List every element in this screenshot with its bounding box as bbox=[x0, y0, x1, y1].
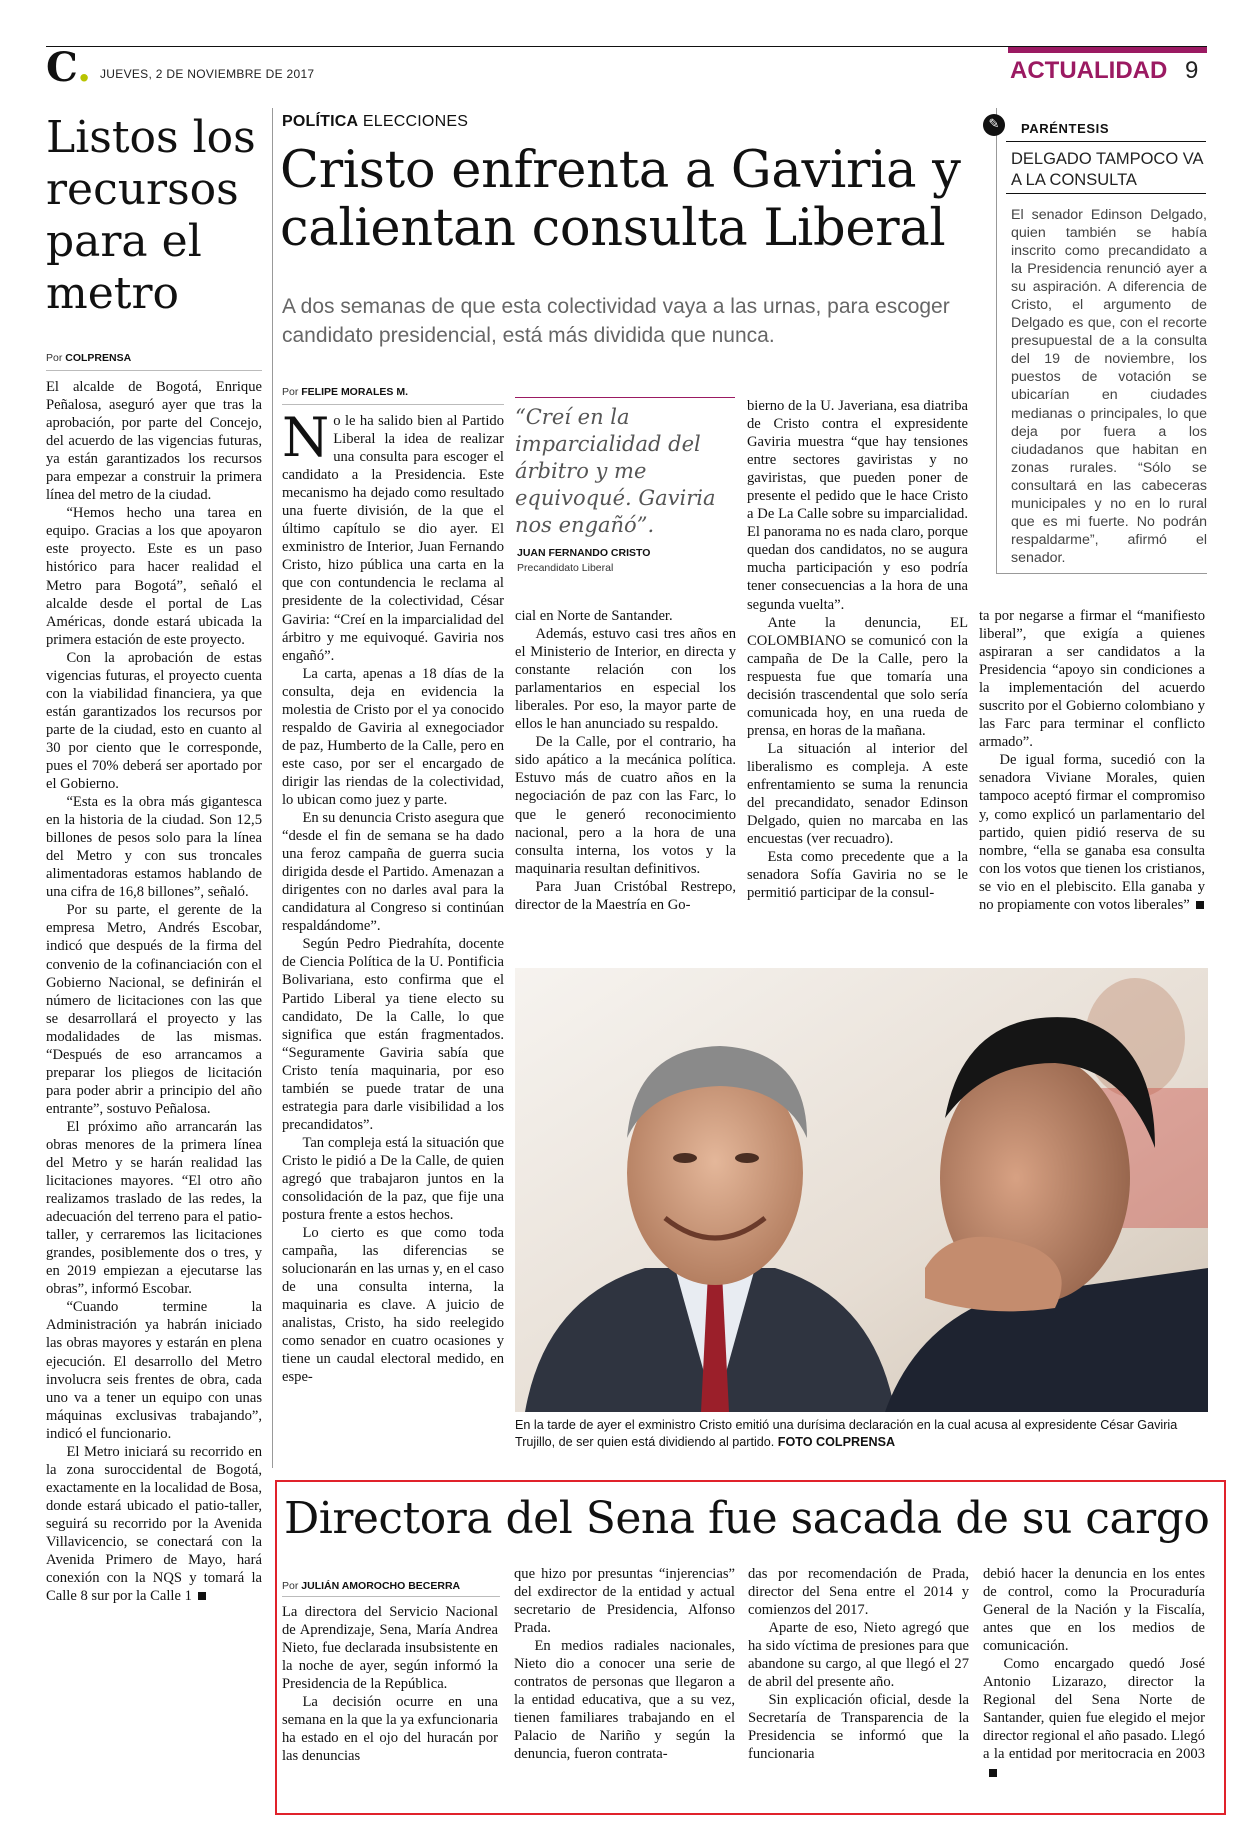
metro-byline: Por COLPRENSA bbox=[46, 352, 132, 364]
paragraph: Sin explicación oficial, desde la Secretaría de Transparencia de la Presidencia se informó que la funcionaria bbox=[748, 1692, 969, 1763]
issue-date: JUEVES, 2 DE NOVIEMBRE DE 2017 bbox=[100, 67, 315, 81]
paragraph: Como encargado quedó José Antonio Lizarazo, director la Regional del Sena Norte de Santander, quien fue elegido el mejor director regional el año pasado. Llegó a la entidad por meritocracia en 2003 bbox=[983, 1655, 1205, 1781]
paragraph: bierno de la U. Javeriana, esa diatriba de Cristo contra el expresidente Gaviria muestra “que hay tensiones entre sectores gaviristas y no gaviristas, que pueden poner de presente el pedido que le hace Cristo a De La Calle sobre su imparcialidad. El panorama no es nada claro, porque quedan dos candidatos, no se augura mucha participación y eso podría tener consecuencias a la hora de una segunda vuelta”. bbox=[747, 398, 968, 613]
paragraph: Esta como precedente que a la senadora Sofía Gaviria no se le permitió participar de la consul- bbox=[747, 849, 968, 902]
paragraph: ta por negarse a firmar el “manifiesto liberal”, que exigía a quienes aspiraran a ser candidatos a la Presidencia “apoyo sin condiciones a la implementación del acuerdo suscrito por el Gobierno colombiano y las Farc para terminar el conflicto armado”. bbox=[979, 608, 1205, 751]
sidebar-rule bbox=[1006, 193, 1206, 194]
paragraph: “Esta es la obra más gigantesca en la historia de la ciudad. Son 12,5 billones de pesos solo para la línea del Metro y con sus troncales alimentadoras estamos hablando de una cifra de 16,8 billones”, señaló. bbox=[46, 794, 262, 901]
paragraph: Lo cierto es que como toda campaña, las diferencias se solucionarán en las urnas y, en el caso de una consulta interna, la maquinaria es clave. A juicio de analistas, Cristo, ha sido reelegido como senador en cuatro ocasiones y tiene un caudal electoral medido, en espe- bbox=[282, 1225, 504, 1386]
sidebar-label: PARÉNTESIS bbox=[1021, 121, 1110, 136]
section-bar bbox=[1008, 47, 1207, 53]
byline-rule bbox=[46, 370, 262, 371]
story-kicker: POLÍTICA ELECCIONES bbox=[282, 113, 469, 130]
paragraph: Tan compleja está la situación que Cristo le pidió a De la Calle, de quien agregó que trabajaron juntos en la consolidación de la paz, que fije una postura frente a estos hechos. bbox=[282, 1134, 504, 1224]
paragraph: De igual forma, sucedió con la senadora Viviane Morales, quien tampoco aceptó firmar el compromiso y, como explicó un parlamentario del partido, quien pidió reserva de su nombre, “ella se ganaba esa consulta con los votos que tienen los cristianos, se vio en el plebiscito. Ella ganaba y no propiamente con votos liberales” bbox=[979, 752, 1205, 913]
sidebar-bottom-rule bbox=[996, 573, 1207, 574]
end-mark bbox=[1196, 901, 1204, 909]
sena-column-2 bbox=[514, 1565, 735, 1809]
lead-paragraph: No le ha salido bien al Partido Liberal la idea de realizar una consulta para escoger el candidato a la Presidencia. Este mecanismo ha dejado como resultado una fuerte división, de la que el último capítulo se dio ayer. El exministro de Interior, Juan Fernando Cristo, hizo pública una carta en la que con contundencia le reclama al presidente de la colectividad, César Gaviria: “Creí en la imparcialidad del árbitro y me equivoqué. Gaviria nos engañó”. bbox=[282, 412, 504, 664]
main-headline: Cristo enfrenta a Gaviria y calientan consulta Liberal bbox=[280, 141, 961, 258]
sena-column-3 bbox=[748, 1565, 969, 1809]
pen-icon: ✎ bbox=[983, 114, 1005, 136]
photo-caption: En la tarde de ayer el exministro Cristo emitió una durísima declaración en la cual acusa al expresidente César Gaviria Trujillo, de ser quien está dividiendo al partido. FOTO COLPRENSA bbox=[515, 1418, 1178, 1449]
paragraph: Por su parte, el gerente de la empresa Metro, Andrés Escobar, indicó que después de la firma del convenio de la cofinanciación con el Gobierno Nacional, se definirán el número de licitaciones con las que se desarrollará el proyecto y las modalidades de las mismas. “Después de eso arrancamos a preparar los pliegos de licitación para poder abrir a principio del año entrante”, sostuvo Peñalosa. bbox=[46, 902, 262, 1117]
sidebar-divider bbox=[996, 108, 997, 573]
paragraph: De la Calle, por el contrario, ha sido apático a la mecánica política. Estuvo más de cuatro años en la negociación de paz con las Farc, lo que le generó reconocimiento nacional, pero a la hora de una consulta interna, los votos y la maquinaria resultan definitivos. bbox=[515, 734, 736, 877]
main-column-4 bbox=[979, 607, 1205, 967]
pull-quote-author: JUAN FERNANDO CRISTO bbox=[517, 547, 651, 559]
sidebar-body: El senador Edinson Delgado, quien también se había inscrito como precandidato a la Presidencia renunció ayer a su aspiración. A diferencia de Cristo, el argumento de Delgado es que, con el recorte presupuestal de a la consulta del 19 de noviembre, los puestos de votación se ubicarían en ciudades medianas o principales, lo que deja por fuera a los ciudadanos que habitan en zonas rurales. “Sólo se consultará en las cabeceras municipales y no en lo rural que es mi fuerte. No podrán respaldarme”, afirmó el senador. bbox=[1011, 207, 1207, 566]
news-photo bbox=[515, 968, 1208, 1412]
newspaper-logo: C. bbox=[46, 44, 92, 91]
paragraph: La decisión ocurre en una semana en la que la ya exfuncionaria ha estado en el ojo del huracán por las denuncias bbox=[282, 1694, 498, 1765]
paragraph: Aparte de eso, Nieto agregó que ha sido víctima de presiones para que abandone su cargo, al que llegó el 27 de abril del presente año. bbox=[748, 1620, 969, 1691]
sena-column-4 bbox=[983, 1565, 1205, 1809]
main-byline: Por FELIPE MORALES M. bbox=[282, 386, 409, 398]
paragraph: El Metro iniciará su recorrido en la zona suroccidental de Bogotá, exactamente en la localidad de Bosa, donde estará ubicado el patio-taller, seguirá su recorrido por la Avenida Villavicencio, se conectará con la Avenida Primero de Mayo, hará conexión con la NQS y tomará la Calle 8 sur por la Calle 1 bbox=[46, 1443, 262, 1605]
paragraph: La carta, apenas a 18 días de la consulta, deja en evidencia la molestia de Cristo por el ya conocido respaldo de Gaviria al exnegociador de paz, Humberto de la Calle, pero en este caso, por ser el encargado de dirigir las riendas de la colectividad, lo ubican como juez y parte. bbox=[282, 665, 504, 808]
paragraph: “Hemos hecho una tarea en equipo. Gracias a los que apoyaron este proyecto. Este es un paso histórico para hacer realidad el Metro para Bogotá”, señaló el alcalde desde el portal de Las Américas, donde estará ubicada la primera estación de este proyecto. bbox=[46, 505, 262, 648]
main-column-3 bbox=[747, 397, 968, 967]
paragraph: El alcalde de Bogotá, Enrique Peñalosa, aseguró ayer que tras la aprobación, por parte del Concejo, del acuerdo de las vigencias futuras, ya están garantizados los recursos para empezar a construir la primera línea del metro de la ciudad. bbox=[46, 379, 262, 504]
pull-quote: “Creí en la imparcialidad del árbitro y me equivoqué. Gaviria nos engañó”. bbox=[515, 405, 716, 537]
byline-rule bbox=[282, 404, 504, 405]
page-number: 9 bbox=[1185, 57, 1199, 84]
section-name: ACTUALIDAD bbox=[1010, 57, 1168, 84]
photo-credit: FOTO COLPRENSA bbox=[777, 1435, 896, 1449]
column-divider bbox=[272, 108, 273, 1468]
pull-quote-role: Precandidato Liberal bbox=[517, 562, 614, 574]
paragraph: La situación al interior del liberalismo es compleja. A este enfrentamiento se suma la renuncia del precandidato, senador Edinson Delgado, quien no marcaba en las encuestas (ver recuadro). bbox=[747, 740, 968, 848]
metro-body bbox=[46, 378, 262, 1773]
pull-quote-rule bbox=[515, 397, 735, 398]
drop-cap: N bbox=[282, 412, 330, 469]
sidebar-rule bbox=[1006, 141, 1206, 142]
main-deck: A dos semanas de que esta colectividad vaya a las urnas, para escoger candidato presidencial, está más dividida que nunca. bbox=[282, 295, 950, 347]
paragraph: Para Juan Cristóbal Restrepo, director de la Maestría en Go- bbox=[515, 878, 736, 913]
end-mark bbox=[198, 1592, 206, 1600]
paragraph: En su denuncia Cristo asegura que “desde el fin de semana se ha dado una feroz campaña de guerra sucia dirigida desde el Partido. Amenazan a dirigentes con no darles aval para la candidatura al Congreso si continúan respaldándome”. bbox=[282, 810, 504, 935]
paragraph: cial en Norte de Santander. bbox=[515, 608, 673, 624]
main-column-1 bbox=[282, 412, 504, 1444]
paragraph: Con la aprobación de estas vigencias futuras, el proyecto cuenta con la viabilidad financiera, ya que están garantizados los recursos por parte de la ciudad, esto en cuanto al 30 por ciento que le corresponde, pues el 70% deberá ser aportado por el Gobierno. bbox=[46, 649, 262, 793]
paragraph: que hizo por presuntas “injerencias” del exdirector de la entidad y actual secretario de Presidencia, Alfonso Prada. bbox=[514, 1566, 735, 1637]
sena-column-1 bbox=[282, 1603, 498, 1809]
sena-headline: Directora del Sena fue sacada de su cargo bbox=[284, 1493, 1210, 1544]
paragraph: La directora del Servicio Nacional de Aprendizaje, Sena, María Andrea Nieto, fue declarada insubsistente en la noche de ayer, según informó la Presidencia de la República. bbox=[282, 1604, 498, 1693]
metro-headline: Listos los recursos para el metro bbox=[46, 112, 256, 319]
sidebar-headline: DELGADO TAMPOCO VA A LA CONSULTA bbox=[1011, 150, 1203, 189]
paragraph: Ante la denuncia, EL COLOMBIANO se comunicó con la campaña de De la Calle, pero la respuesta fue que tomaría una decisión trascendental que solo sería comunicada hoy, en una rueda de prensa, en horas de la mañana. bbox=[747, 614, 968, 739]
byline-rule bbox=[282, 1596, 500, 1597]
sena-byline: Por JULIÁN AMOROCHO BECERRA bbox=[282, 1580, 461, 1592]
paragraph: El próximo año arrancarán las obras menores de la primera línea del Metro y se harán realidad las licitaciones mayores. “El otro año realizamos traslado de las redes, la adecuación del terreno para el patio-taller, y cerraremos las licitaciones grandes, posiblemente dos o tres, y en 2019 empiezan a ejecutarse las obras”, informó Escobar. bbox=[46, 1118, 262, 1298]
paragraph: Además, estuvo casi tres años en el Ministerio de Interior, en directa y constante relación con los parlamentarios en especial los liberales. Por eso, la mayor parte de ellos le han anunciado su respaldo. bbox=[515, 626, 736, 733]
photo-illustration bbox=[515, 968, 1208, 1412]
paragraph: Según Pedro Piedrahíta, docente de Ciencia Política de la U. Pontificia Bolivariana, esto confirma que el Partido Liberal ya tiene electo su candidato, De la Calle, lo que significa que están fragmentados. “Seguramente Gaviria sabía que Cristo tenía maquinaria, por eso también se puede tratar de una estrategia para darle visibilidad a los precandidatos”. bbox=[282, 936, 504, 1133]
end-mark bbox=[989, 1769, 997, 1777]
paragraph: das por recomendación de Prada, director del Sena entre el 2014 y comienzos del 2017. bbox=[748, 1566, 969, 1619]
paragraph: En medios radiales nacionales, Nieto dio a conocer una serie de contratos de personas que llegaron a la entidad educativa, que a su vez, tienen familiares trabajando en el Palacio de Nariño y según la denuncia, fueron contrata- bbox=[514, 1638, 735, 1763]
paragraph: debió hacer la denuncia en los entes de control, como la Procuraduría General de la Nación y la Fiscalía, antes que en los medios de comunicación. bbox=[983, 1566, 1205, 1655]
paragraph: “Cuando termine la Administración ya habrán iniciado las obras mayores y estarán en plena ejecución. El desarrollo del Metro involucra seis frentes de obra, cada uno va a tener un equipo con unas máquinas exclusivas trabajando”, indicó el funcionario. bbox=[46, 1299, 262, 1442]
